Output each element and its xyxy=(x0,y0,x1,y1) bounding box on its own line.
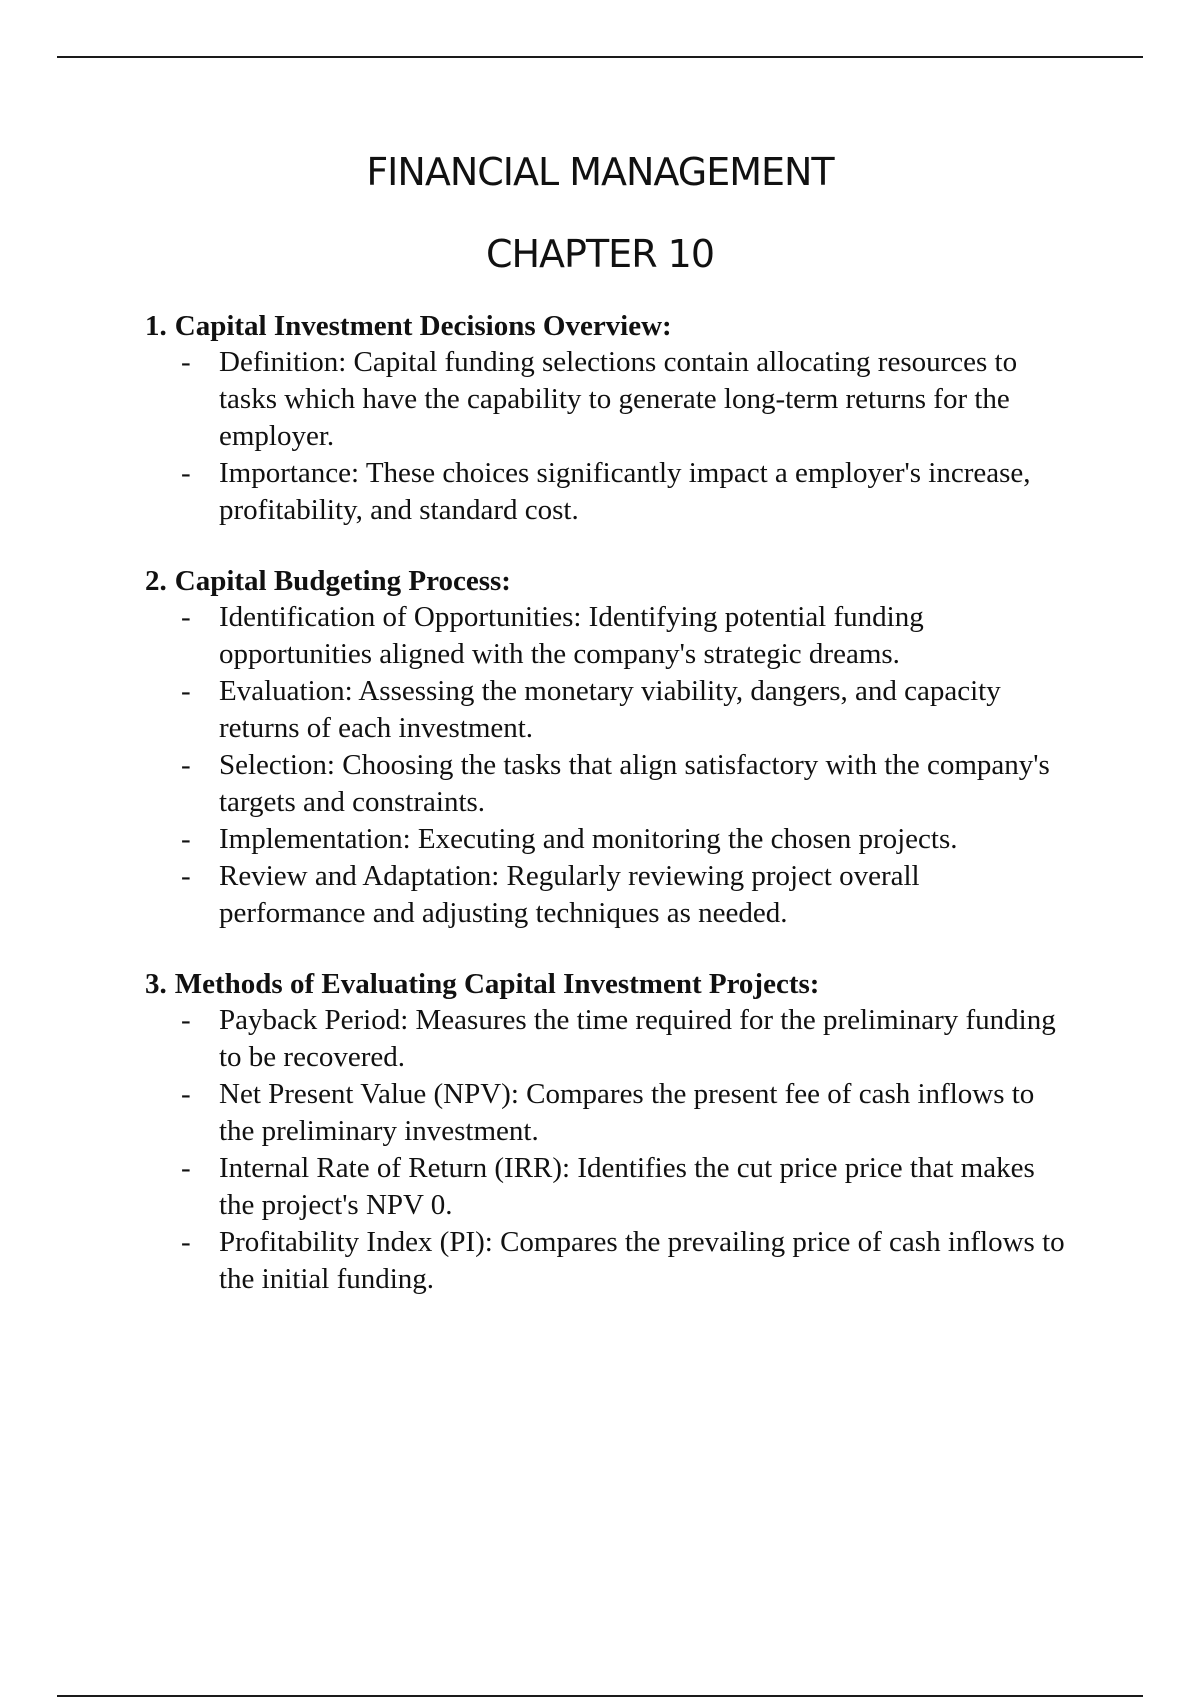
section-number: 3. xyxy=(145,968,167,1000)
section-capital-investment-decisions xyxy=(145,308,1065,529)
bottom-divider xyxy=(57,1695,1143,1697)
section-number: 2. xyxy=(145,565,167,597)
bullet-dash: - xyxy=(181,860,191,892)
section-number: 1. xyxy=(145,310,167,342)
list-item-text: Net Present Value (NPV): Compares the present fee of cash inflows to the preliminary investment. xyxy=(219,1078,1035,1147)
section-capital-budgeting-process xyxy=(145,563,1065,932)
list-item xyxy=(145,455,1065,529)
chapter-title: CHAPTER 10 xyxy=(485,232,715,276)
list-item xyxy=(145,344,1065,455)
section-heading-text: Capital Budgeting Process: xyxy=(174,565,511,597)
list-item xyxy=(145,599,1065,673)
bullet-dash: - xyxy=(181,1226,191,1258)
list-item xyxy=(145,1076,1065,1150)
list-item xyxy=(145,1150,1065,1224)
top-divider xyxy=(57,56,1143,58)
bullet-dash: - xyxy=(181,675,191,707)
bullet-dash: - xyxy=(181,346,191,378)
list-item xyxy=(145,673,1065,747)
document-body xyxy=(145,308,1065,1332)
list-item xyxy=(145,821,1065,858)
bullet-dash: - xyxy=(181,601,191,633)
list-item-text: Profitability Index (PI): Compares the prevailing price of cash inflows to the initial funding. xyxy=(219,1226,1065,1295)
list-item-text: Definition: Capital funding selections contain allocating resources to tasks which have the capability to generate long-term returns for the employer. xyxy=(219,346,1018,452)
list-item xyxy=(145,1002,1065,1076)
bullet-list xyxy=(145,1002,1065,1298)
bullet-dash: - xyxy=(181,1004,191,1036)
list-item-text: Implementation: Executing and monitoring the chosen projects. xyxy=(219,823,958,855)
bullet-list xyxy=(145,599,1065,932)
bullet-dash: - xyxy=(181,1078,191,1110)
bullet-list xyxy=(145,344,1065,529)
list-item-text: Evaluation: Assessing the monetary viability, dangers, and capacity returns of each investment. xyxy=(219,675,1001,744)
list-item-text: Payback Period: Measures the time required for the preliminary funding to be recovered. xyxy=(219,1004,1056,1073)
section-heading-text: Capital Investment Decisions Overview: xyxy=(174,310,672,342)
list-item-text: Identification of Opportunities: Identifying potential funding opportunities aligned with the company's strategic dreams. xyxy=(219,601,924,670)
section-evaluation-methods xyxy=(145,966,1065,1298)
bullet-dash: - xyxy=(181,823,191,855)
bullet-dash: - xyxy=(181,457,191,489)
list-item xyxy=(145,1224,1065,1298)
list-item-text: Internal Rate of Return (IRR): Identifies the cut price price that makes the project's NPV 0. xyxy=(219,1152,1035,1221)
section-heading xyxy=(145,966,1065,1002)
section-heading xyxy=(145,308,1065,344)
section-heading xyxy=(145,563,1065,599)
list-item-text: Importance: These choices significantly impact a employer's increase, profitability, and standard cost. xyxy=(219,457,1031,526)
list-item-text: Review and Adaptation: Regularly reviewing project overall performance and adjusting techniques as needed. xyxy=(219,860,920,929)
list-item-text: Selection: Choosing the tasks that align satisfactory with the company's targets and constraints. xyxy=(219,749,1050,818)
document-title: FINANCIAL MANAGEMENT xyxy=(366,150,834,194)
bullet-dash: - xyxy=(181,1152,191,1184)
list-item xyxy=(145,858,1065,932)
section-heading-text: Methods of Evaluating Capital Investment Projects: xyxy=(174,968,820,1000)
bullet-dash: - xyxy=(181,749,191,781)
list-item xyxy=(145,747,1065,821)
